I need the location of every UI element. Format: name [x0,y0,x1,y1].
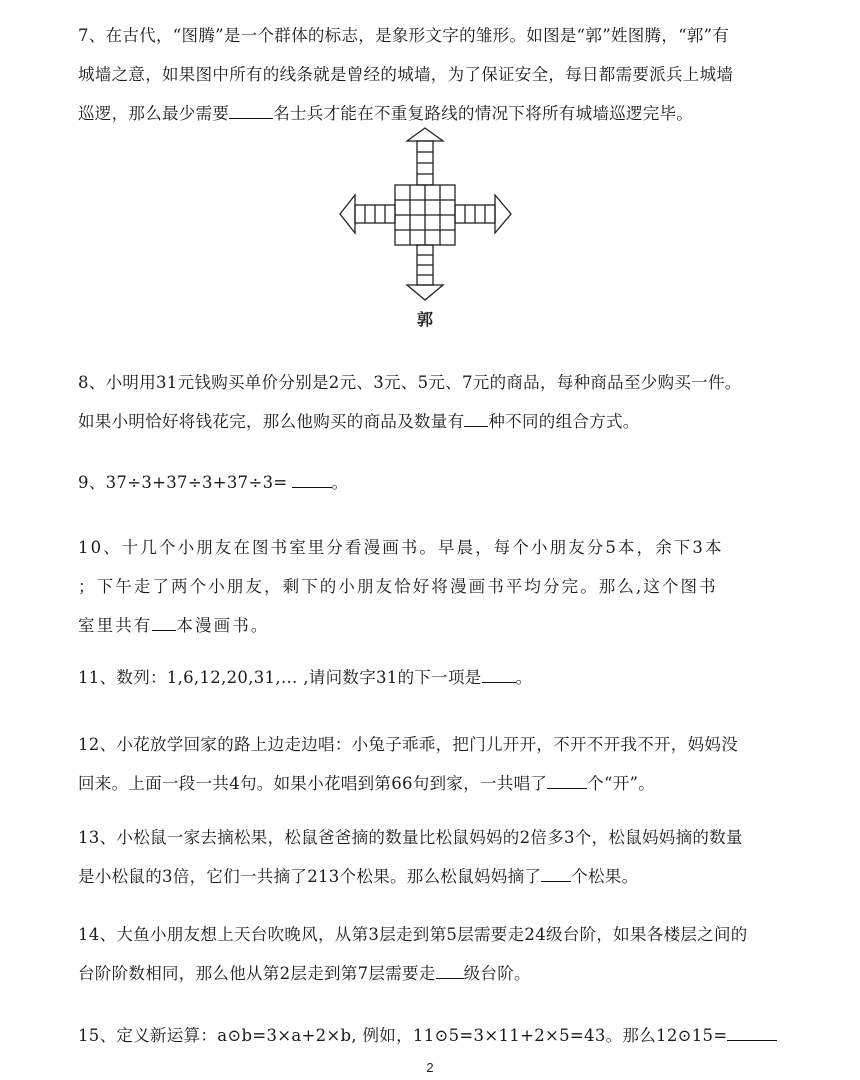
question-10-line-3 [78,606,798,645]
question-11-text-b: 。 [515,668,533,687]
question-13 [78,818,798,896]
question-10-line-2: ；下午走了两个小朋友，剩下的小朋友恰好将漫画书平均分完。那么,这个图书 [78,577,718,596]
question-14-line-2 [78,954,798,993]
question-10-text-b: 本漫画书。 [176,616,270,635]
question-15-line-1 [78,1016,798,1055]
totem-top-arrow [407,128,443,141]
question-8-line-1: 8、小明用31元钱购买单价分别是2元、3元、5元、7元的商品，每种商品至少购买一件。 [78,373,742,392]
question-14-line-1: 14、大鱼小朋友想上天台吹晚风，从第3层走到第5层需要走24级台阶，如果各楼层之间的 [78,925,748,944]
question-15-text-a: 15、定义新运算：a⊙b=3×a+2×b, 例如，11⊙5=3×11+2×5=43。那么12⊙15= [78,1026,728,1045]
question-7-line-1: 7、在古代，“图腾”是一个群体的标志，是象形文字的雏形。如图是“郭”姓图腾，“郭”有 [78,26,730,45]
question-8-text-b: 种不同的组合方式。 [488,412,640,431]
question-10 [78,528,798,645]
question-11-line-1 [78,658,798,697]
question-14 [78,915,798,993]
question-14-text-b: 级台阶。 [463,964,531,983]
question-15 [78,1016,798,1055]
question-8-line-2 [78,402,798,441]
question-8 [78,363,798,441]
question-7-text-a: 巡逻，那么最少需要 [78,104,230,123]
totem-left-arrow [340,195,355,233]
question-11 [78,658,798,697]
totem-right-arrow [495,195,511,233]
question-8-text-a: 如果小明恰好将钱花完，那么他购买的商品及数量有 [78,412,465,431]
question-12-text-a: 回来。上面一段一共4句。如果小花唱到第66句到家，一共唱了 [78,774,548,793]
answer-blank-15[interactable] [727,1018,777,1041]
answer-blank-8[interactable] [464,404,488,427]
page-number: 2 [426,1060,434,1075]
question-7-line-2: 城墙之意，如果图中所有的线条就是曾经的城墙，为了保证安全，每日都需要派兵上城墙 [78,65,734,84]
question-11-text-a: 11、数列：1,6,12,20,31,… ,请问数字31的下一项是 [78,668,482,687]
question-7 [78,16,798,133]
totem-bottom-arrow [407,285,443,300]
question-13-line-2 [78,857,798,896]
question-12-text-b: 个“开”。 [587,774,656,793]
question-12 [78,725,798,803]
question-12-line-1: 12、小花放学回家的路上边走边唱：小兔子乖乖，把门儿开开，不开不开我不开，妈妈没 [78,735,738,754]
question-10-text-a: 室里共有 [78,616,153,635]
question-10-line-1: 10、十几个小朋友在图书室里分看漫画书。早晨，每个小朋友分5本，余下3本 [78,538,724,557]
answer-blank-12[interactable] [547,766,587,789]
answer-blank-7[interactable] [229,96,273,119]
question-9-text-b: 。 [331,473,349,492]
question-9 [78,463,798,502]
answer-blank-13[interactable] [541,859,571,882]
question-7-text-b: 名士兵才能在不重复路线的情况下将所有城墙巡逻完毕。 [273,104,694,123]
question-9-line-1 [78,463,798,502]
question-14-text-a: 台阶阶数相同，那么他从第2层走到第7层需要走 [78,964,436,983]
question-13-line-1: 13、小松鼠一家去摘松果，松鼠爸爸摘的数量比松鼠妈妈的2倍多3个，松鼠妈妈摘的数量 [78,828,743,847]
answer-blank-10[interactable] [152,608,176,631]
question-13-text-b: 个松果。 [571,867,639,886]
guo-totem-figure [335,125,525,335]
question-9-text-a: 9、37÷3+37÷3+37÷3= [78,473,288,492]
question-12-line-2 [78,764,798,803]
answer-blank-14[interactable] [436,956,464,979]
answer-blank-9[interactable] [292,465,332,488]
totem-caption: 郭 [416,310,434,329]
question-13-text-a: 是小松鼠的3倍，它们一共摘了213个松果。那么松鼠妈妈摘了 [78,867,542,886]
answer-blank-11[interactable] [482,660,516,683]
